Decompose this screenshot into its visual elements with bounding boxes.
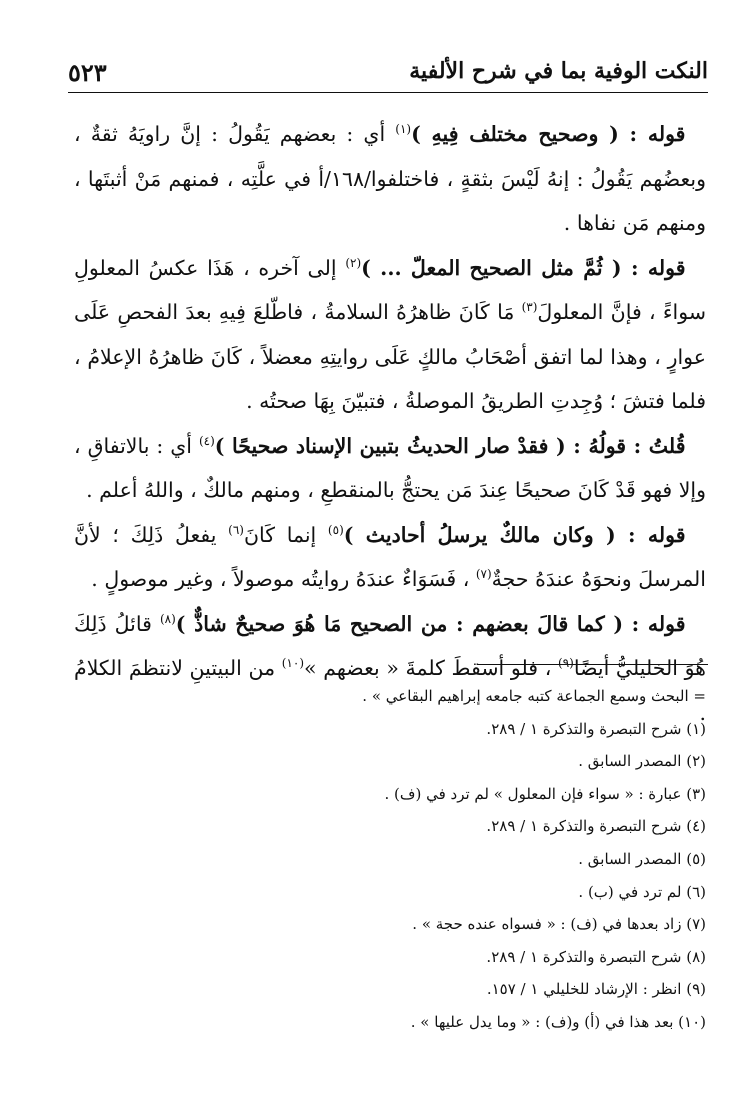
- footnote-3: (٣) عبارة : « سواء فإن المعلول » لم ترد في (ف) .: [384, 784, 706, 803]
- commentary-text: ، فلو أسقطَ كلمةَ « بعضهم »: [304, 656, 559, 680]
- commentary-text: من البيتينِ لانتظمَ الكلامُ .: [74, 656, 706, 725]
- commentary-text: يفعلُ ذَلِكَ ؛ لأنَّ المرسلَ ونحوَهُ عندَهُ حجةٌ: [74, 522, 706, 591]
- footnote-ref: (٢): [345, 255, 362, 270]
- footnote-ref: (٣): [521, 300, 538, 315]
- footnote-5: (٥) المصدر السابق .: [578, 849, 706, 868]
- commentary-text: ، فَسَوَاءٌ عندَهُ روايتُه موصولاً ، وغير موصولٍ .: [91, 567, 476, 591]
- footnote-ref: (٨): [159, 611, 176, 626]
- commentary-text: أي : بالاتفاقِ ، وإلا فهو قَدْ كَانَ صحيحًا عِندَ مَن يحتجُّ بالمنقطعِ ، ومنهم مالكٌ ، واللهُ أعلم .: [74, 433, 706, 502]
- footnote-continuation: = البحث وسمع الجماعة كتبه جامعه إبراهيم البقاعي » .: [362, 687, 706, 705]
- paragraph: [74, 112, 706, 246]
- quoted-lemma: قوله : ( وصحيح مختلف فِيهِ ): [411, 122, 686, 146]
- footnote-1: (١) شرح التبصرة والتذكرة ١ / ٢٨٩.: [486, 719, 706, 738]
- running-title: النكت الوفية بما في شرح الألفية: [409, 58, 708, 84]
- footnote-ref: (١٠): [281, 656, 304, 671]
- commentary-text: مَا كَانَ ظاهرُهُ السلامةُ ، فاطّلعَ فِيهِ بعدَ الفحصِ عَلَى عوارٍ ، وهذا لما اتفق أصْحَابُ مالكٍ عَلَى روايتِهِ معضلاً ، كَانَ ظاهرُهُ الإعلامُ ، فلما فتشَ ؛ وُجِدتِ الطريقُ الموصلةُ ، فتبيّنَ بِهَا صحتُه .: [74, 300, 706, 413]
- commentary-text: إنما كَانَ: [243, 522, 328, 547]
- main-text: [74, 112, 706, 735]
- paragraph: [74, 246, 706, 424]
- footnote-ref: (٦): [228, 522, 244, 537]
- quoted-lemma: قوله : ( وكان مالكٌ يرسلُ أحاديث ): [343, 522, 686, 547]
- footnote-6: (٦) لم ترد في (ب) .: [578, 882, 706, 901]
- footnotes: [74, 680, 706, 1039]
- commentary-text: إلى آخره ، هَذَا عكسُ المعلولِ سواءً ، فإنَّ المعلولَ: [74, 255, 706, 324]
- footnote-9: (٩) انظر : الإرشاد للخليلي ١ / ١٥٧.: [486, 980, 706, 999]
- paragraph: [74, 424, 706, 513]
- footnote-ref: (٤): [198, 433, 215, 448]
- quoted-lemma: قوله : ( كما قالَ بعضهم : من الصحيح مَا هُوَ صحيحٌ شاذٌّ ): [175, 611, 686, 636]
- page-header: [68, 56, 708, 90]
- footnote-10: (١٠) بعد هذا في (أ) و(ف) : « وما يدل عليها » .: [410, 1012, 706, 1031]
- footnote-ref: (٧): [475, 567, 492, 582]
- quoted-lemma: قُلتُ : قولُهُ : ( فقدْ صار الحديثُ بتبين الإسناد صحيحًا ): [214, 433, 686, 458]
- footnote-8: (٨) شرح التبصرة والتذكرة ١ / ٢٨٩.: [486, 947, 706, 966]
- footnote-ref: (٥): [327, 522, 344, 537]
- footnote-separator: [478, 664, 708, 665]
- footnote-4: (٤) شرح التبصرة والتذكرة ١ / ٢٨٩.: [486, 817, 706, 836]
- commentary-text: أي : بعضهم يَقُولُ : إنَّ راويَهُ ثقةٌ ، وبعضُهم يَقُولُ : إنهُ لَيْسَ بثقةٍ ، فاختلفوا/١٦٨/أ في علَّتِه ، فمنهم مَنْ أثبتَها ، ومنهم مَن نفاها .: [74, 122, 706, 235]
- footnote-ref: (١): [395, 122, 412, 137]
- paragraph: [74, 513, 706, 602]
- page-number: ٥٢٣: [68, 58, 107, 87]
- commentary-text: قائلُ ذَلِكَ هُوَ الخليليُّ أيضًا: [74, 611, 706, 680]
- quoted-lemma: قوله : ( ثُمَّ مثل الصحيح المعلّ ... ): [361, 255, 686, 280]
- footnote-ref: (٩): [558, 656, 574, 671]
- header-rule: [68, 92, 708, 93]
- footnote-2: (٢) المصدر السابق .: [578, 752, 706, 771]
- footnote-7: (٧) زاد بعدها في (ف) : « فسواه عنده حجة » .: [412, 915, 706, 934]
